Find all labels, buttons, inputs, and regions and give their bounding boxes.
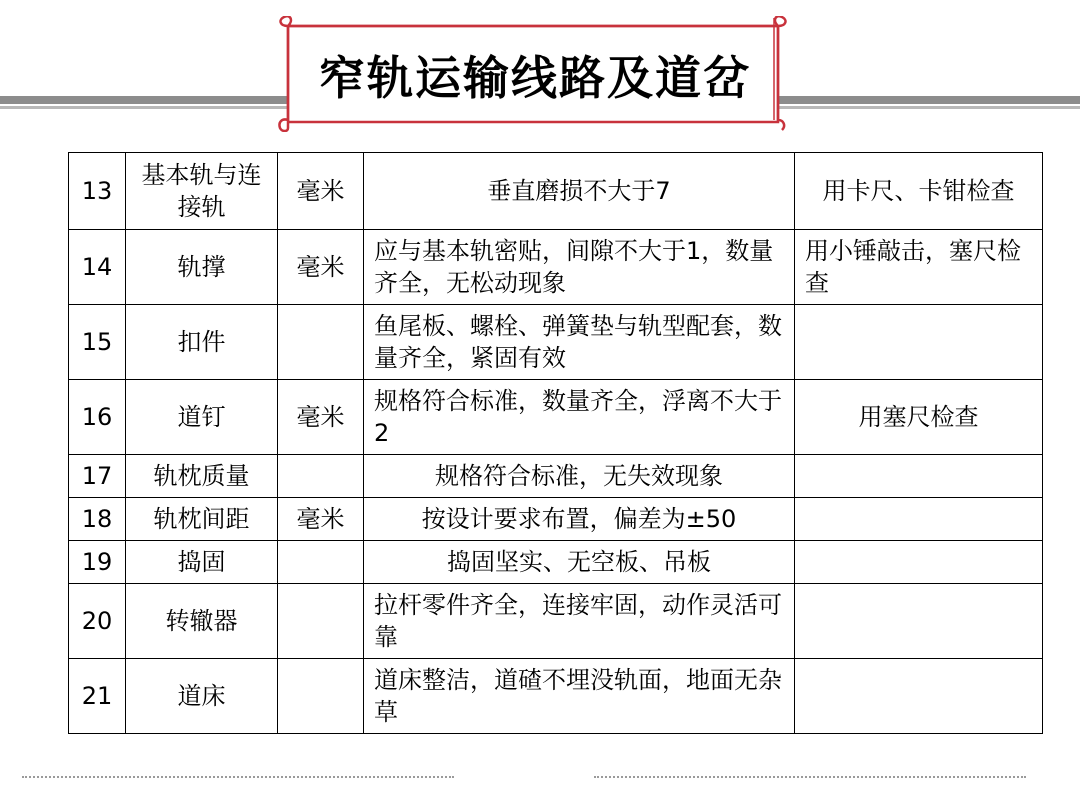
requirement: 应与基本轨密贴，间隙不大于1，数量齐全，无松动现象 [364,230,795,305]
unit [278,584,364,659]
inspection-method [795,305,1043,380]
table-row [69,153,1043,230]
inspection-method [795,659,1043,734]
unit: 毫米 [278,153,364,230]
unit [278,659,364,734]
requirement: 捣固坚实、无空板、吊板 [364,541,795,584]
inspection-method: 用卡尺、卡钳检查 [795,153,1043,230]
inspection-table [68,152,1043,734]
requirement: 鱼尾板、螺栓、弹簧垫与轨型配套，数量齐全，紧固有效 [364,305,795,380]
inspection-method [795,541,1043,584]
item-name: 扣件 [126,305,278,380]
item-name: 轨枕间距 [126,498,278,541]
requirement: 按设计要求布置，偏差为±50 [364,498,795,541]
item-name: 道床 [126,659,278,734]
item-name: 轨枕质量 [126,455,278,498]
table-row [69,584,1043,659]
inspection-method: 用小锤敲击，塞尺检查 [795,230,1043,305]
unit: 毫米 [278,498,364,541]
requirement: 规格符合标准，数量齐全，浮离不大于2 [364,380,795,455]
requirement: 拉杆零件齐全，连接牢固，动作灵活可靠 [364,584,795,659]
footer-divider-left [22,776,454,778]
unit [278,455,364,498]
row-number: 20 [69,584,126,659]
table-row [69,380,1043,455]
unit: 毫米 [278,230,364,305]
table-row [69,230,1043,305]
table-row [69,498,1043,541]
table-row [69,659,1043,734]
inspection-method: 用塞尺检查 [795,380,1043,455]
row-number: 18 [69,498,126,541]
item-name: 道钉 [126,380,278,455]
row-number: 13 [69,153,126,230]
item-name: 转辙器 [126,584,278,659]
table-row [69,305,1043,380]
item-name: 轨撑 [126,230,278,305]
row-number: 15 [69,305,126,380]
row-number: 14 [69,230,126,305]
inspection-method [795,498,1043,541]
unit: 毫米 [278,380,364,455]
requirement: 规格符合标准，无失效现象 [364,455,795,498]
inspection-method [795,584,1043,659]
requirement: 道床整洁，道碴不埋没轨面，地面无杂草 [364,659,795,734]
row-number: 17 [69,455,126,498]
item-name: 捣固 [126,541,278,584]
row-number: 19 [69,541,126,584]
table-row [69,455,1043,498]
item-name: 基本轨与连接轨 [126,153,278,230]
table-row [69,541,1043,584]
page-title: 窄轨运输线路及道岔 [319,51,751,105]
row-number: 16 [69,380,126,455]
unit [278,305,364,380]
inspection-method [795,455,1043,498]
requirement: 垂直磨损不大于7 [364,153,795,230]
footer-divider-right [594,776,1026,778]
row-number: 21 [69,659,126,734]
unit [278,541,364,584]
